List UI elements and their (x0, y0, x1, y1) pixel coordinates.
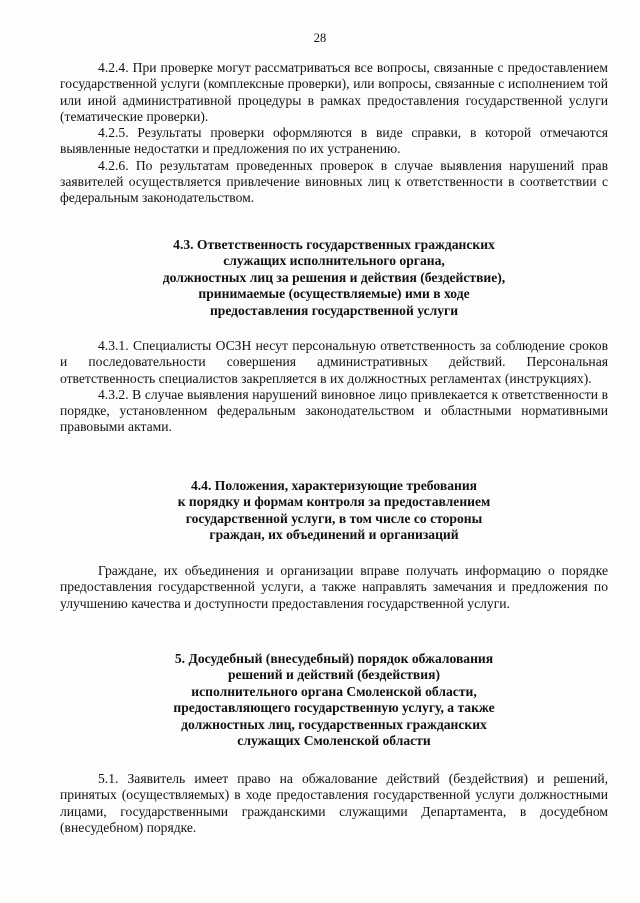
section-4-3-heading (60, 237, 608, 319)
paragraph-4-2-4: 4.2.4. При проверке могут рассматриваться все вопросы, связанные с предоставлением государственной услуги (комплексные проверки), или вопросы, связанные с исполнением той или иной административной процедуры в рамках предоставления государственной услуги (тематические проверки). (60, 60, 608, 124)
heading-line: предоставления государственной услуги (209, 302, 459, 318)
heading-line: служащих Смоленской области (237, 733, 431, 749)
heading-line: должностных лиц за решения и действия (бездействие), (162, 269, 506, 285)
paragraph-4-3-1: 4.3.1. Специалисты ОСЗН несут персональную ответственность за соблюдение сроков и последовательности совершения административных действий. Персональная ответственность специалистов закрепляется в их должностных регламентах (инструкциях). (60, 338, 608, 386)
paragraph-4-2-5: 4.2.5. Результаты проверки оформляются в виде справки, в которой отмечаются выявленные недостатки и предложения по их устранению. (60, 125, 608, 157)
heading-line: должностных лиц, государственных гражданских (181, 716, 487, 732)
section-4-2-body (60, 60, 608, 207)
heading-line: к порядку и формам контроля за предоставлением (177, 494, 491, 510)
heading-line: государственной услуги, в том числе со стороны (185, 510, 483, 526)
heading-line: предоставляющего государственную услугу, а также (173, 700, 495, 716)
section-5-body (60, 771, 608, 836)
heading-line: 4.3. Ответственность государственных гражданских (173, 237, 495, 252)
heading-line: 5. Досудебный (внесудебный) порядок обжалования (174, 651, 494, 666)
section-4-4-heading (60, 478, 608, 544)
heading-line: граждан, их объединений и организаций (209, 527, 459, 543)
section-5-heading (60, 651, 608, 749)
section-4-4-body (60, 563, 608, 612)
section-4-3-body (60, 338, 608, 436)
paragraph-5-1: 5.1. Заявитель имеет право на обжалование действий (бездействия) и решений, принятых (осуществляемых) в ходе предоставления государственной услуги должностными лицами, государственными гражданскими служащими Департамента, в досудебном (внесудебном) порядке. (60, 771, 608, 835)
paragraph-4-3-2: 4.3.2. В случае выявления нарушений виновное лицо привлекается к ответственности в порядке, установленном федеральным законодательством и областными нормативными правовыми актами. (60, 386, 608, 435)
heading-line: исполнительного органа Смоленской области, (191, 683, 477, 699)
heading-line: принимаемые (осуществляемые) ими в ходе (198, 286, 470, 302)
page-number: 28 (313, 31, 327, 45)
heading-line: решений и действий (бездействия) (228, 667, 440, 683)
heading-line: 4.4. Положения, характеризующие требования (190, 478, 478, 493)
paragraph-4-2-6: 4.2.6. По результатам проведенных проверок в случае выявления нарушений прав заявителей осуществляется привлечение виновных лиц к ответственности в соответствии с федеральным законодательством. (60, 157, 608, 206)
heading-line: служащих исполнительного органа, (223, 253, 445, 269)
paragraph-4-4: Граждане, их объединения и организации вправе получать информацию о порядке предоставления государственной услуги, а также направлять замечания и предложения по улучшению качества и доступности предоставления государственной услуги. (60, 563, 608, 611)
